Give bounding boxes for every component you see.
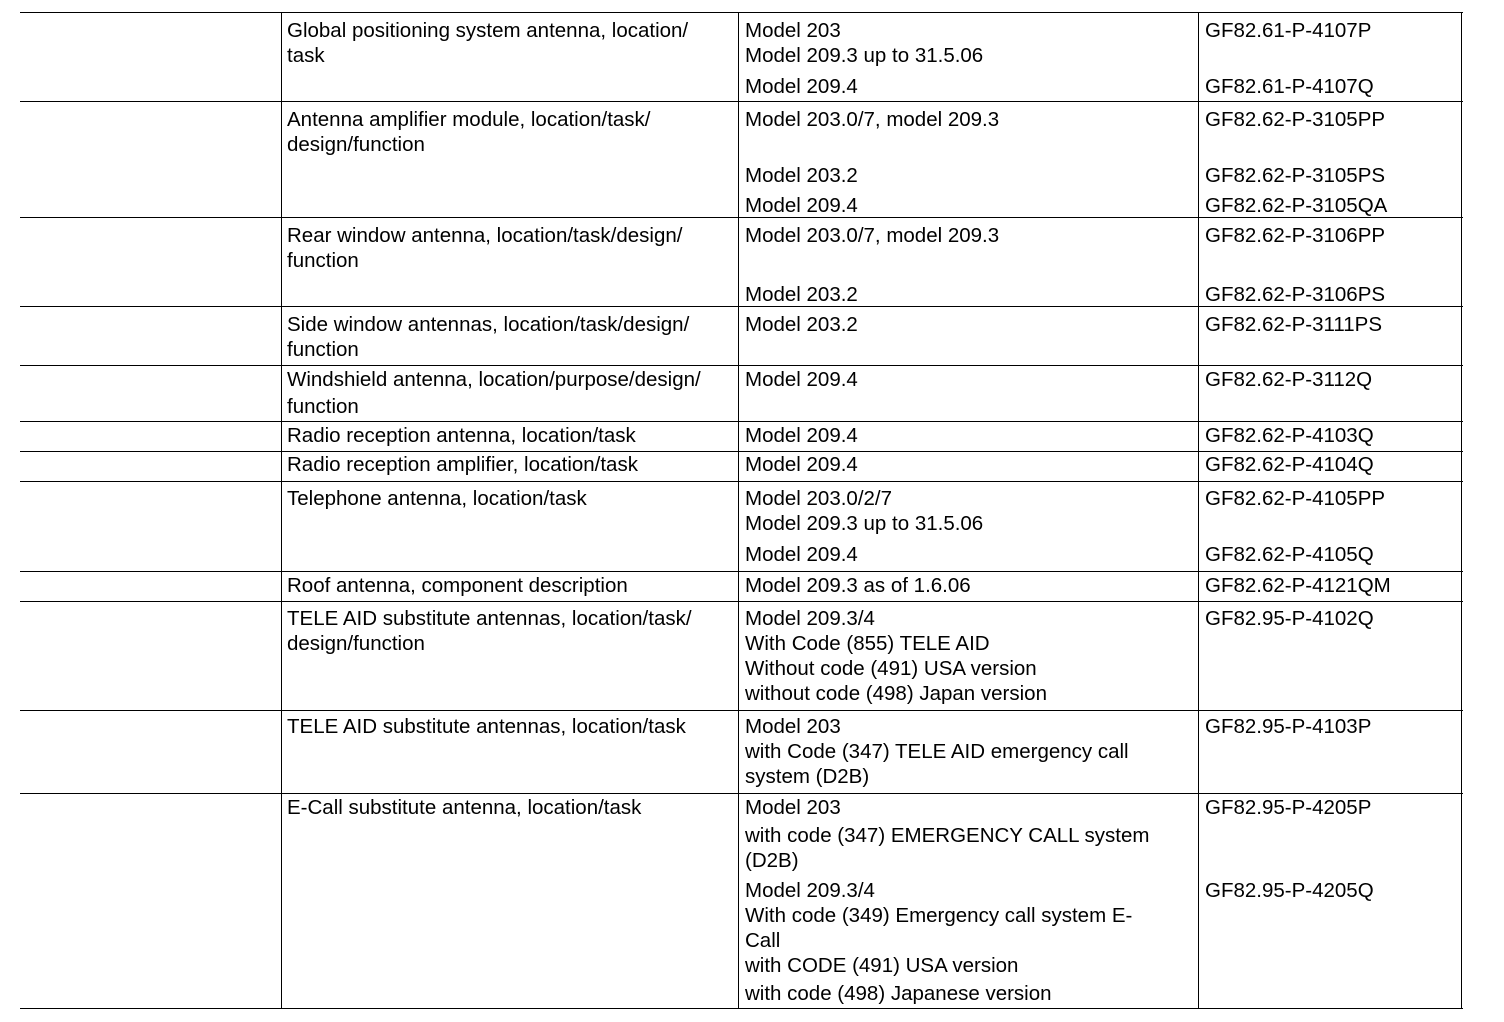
description-line: design/function xyxy=(287,632,425,655)
model-line: Model 209.4 xyxy=(745,424,858,447)
model-line: (D2B) xyxy=(745,849,799,872)
document-code: GF82.62-P-3105PP xyxy=(1205,108,1386,131)
column-divider xyxy=(738,711,739,793)
column-divider xyxy=(1461,452,1462,481)
column-divider xyxy=(281,711,282,793)
column-divider xyxy=(738,482,739,571)
column-divider xyxy=(281,572,282,601)
description-line: Radio reception amplifier, location/task xyxy=(287,453,638,476)
description-line: TELE AID substitute antennas, location/task xyxy=(287,715,686,738)
column-divider xyxy=(1198,572,1199,601)
column-divider xyxy=(1198,482,1199,571)
model-line: Model 209.3 up to 31.5.06 xyxy=(745,44,984,67)
document-code: GF82.95-P-4205P xyxy=(1205,796,1372,819)
column-divider xyxy=(281,794,282,1008)
column-divider xyxy=(1461,602,1462,710)
table-row xyxy=(20,710,1463,793)
column-divider xyxy=(1461,102,1462,217)
model-line: Model 209.4 xyxy=(745,453,858,476)
description-line: design/function xyxy=(287,133,425,156)
table-row xyxy=(20,451,1463,481)
model-line: Model 209.3 as of 1.6.06 xyxy=(745,574,971,597)
description-line: Telephone antenna, location/task xyxy=(287,487,587,510)
model-line: Without code (491) USA version xyxy=(745,657,1037,680)
column-divider xyxy=(281,422,282,451)
table-row xyxy=(20,217,1463,306)
column-divider xyxy=(738,102,739,217)
description-line: task xyxy=(287,44,325,67)
document-code: GF82.62-P-3105PS xyxy=(1205,164,1386,187)
column-divider xyxy=(1198,102,1199,217)
model-line: Model 203.0/7, model 209.3 xyxy=(745,108,1000,131)
document-code: GF82.62-P-3106PP xyxy=(1205,224,1386,247)
model-line: with code (347) EMERGENCY CALL system xyxy=(745,824,1150,847)
description-line: function xyxy=(287,249,359,272)
model-line: With code (349) Emergency call system E- xyxy=(745,904,1133,927)
column-divider xyxy=(738,452,739,481)
model-line: with code (498) Japanese version xyxy=(745,982,1052,1005)
column-divider xyxy=(1461,422,1462,451)
column-divider xyxy=(281,307,282,365)
column-divider xyxy=(738,572,739,601)
model-line: Model 203.2 xyxy=(745,283,858,306)
column-divider xyxy=(738,307,739,365)
description-line: Roof antenna, component description xyxy=(287,574,628,597)
column-divider xyxy=(1198,13,1199,101)
column-divider xyxy=(1198,422,1199,451)
description-line: Antenna amplifier module, location/task/ xyxy=(287,108,651,131)
description-line: function xyxy=(287,338,359,361)
description-line: Radio reception antenna, location/task xyxy=(287,424,636,447)
column-divider xyxy=(738,794,739,1008)
document-code: GF82.62-P-4105PP xyxy=(1205,487,1386,510)
column-divider xyxy=(1198,307,1199,365)
model-line: system (D2B) xyxy=(745,765,870,788)
column-divider xyxy=(1461,711,1462,793)
column-divider xyxy=(1461,366,1462,421)
model-line: Model 209.4 xyxy=(745,194,858,217)
document-code: GF82.61-P-4107P xyxy=(1205,19,1372,42)
table-row xyxy=(20,101,1463,217)
column-divider xyxy=(281,13,282,101)
model-line: Model 209.3/4 xyxy=(745,879,875,902)
description-line: E-Call substitute antenna, location/task xyxy=(287,796,642,819)
document-code: GF82.95-P-4103P xyxy=(1205,715,1372,738)
column-divider xyxy=(1198,711,1199,793)
description-line: Side window antennas, location/task/design/ xyxy=(287,313,690,336)
column-divider xyxy=(1461,13,1462,101)
column-divider xyxy=(281,602,282,710)
document-code: GF82.95-P-4205Q xyxy=(1205,879,1374,902)
document-code: GF82.62-P-3112Q xyxy=(1205,368,1373,391)
description-line: function xyxy=(287,395,359,418)
model-line: Model 209.4 xyxy=(745,543,858,566)
column-divider xyxy=(738,602,739,710)
column-divider xyxy=(281,366,282,421)
column-divider xyxy=(738,422,739,451)
model-line: Model 203.2 xyxy=(745,313,858,336)
table-row xyxy=(20,793,1463,1009)
column-divider xyxy=(281,102,282,217)
model-line: Model 203 xyxy=(745,796,841,819)
table-row xyxy=(20,306,1463,365)
column-divider xyxy=(1198,366,1199,421)
model-line: with Code (347) TELE AID emergency call xyxy=(745,740,1129,763)
document-code: GF82.62-P-4121QM xyxy=(1205,574,1391,597)
document-code: GF82.62-P-3105QA xyxy=(1205,194,1388,217)
description-line: Global positioning system antenna, location/ xyxy=(287,19,689,42)
model-line: Model 209.3/4 xyxy=(745,607,875,630)
column-divider xyxy=(1461,307,1462,365)
column-divider xyxy=(1198,218,1199,306)
document-code: GF82.62-P-3111PS xyxy=(1205,313,1383,336)
model-line: With Code (855) TELE AID xyxy=(745,632,990,655)
document-code: GF82.62-P-4104Q xyxy=(1205,453,1374,476)
description-line: TELE AID substitute antennas, location/task/ xyxy=(287,607,692,630)
column-divider xyxy=(281,218,282,306)
column-divider xyxy=(1198,602,1199,710)
table-row xyxy=(20,365,1463,421)
model-line: Model 209.3 up to 31.5.06 xyxy=(745,512,984,535)
document-code: GF82.61-P-4107Q xyxy=(1205,75,1374,98)
table-row xyxy=(20,481,1463,571)
column-divider xyxy=(1198,794,1199,1008)
model-line: Call xyxy=(745,929,781,952)
model-line: Model 203 xyxy=(745,19,841,42)
model-line: without code (498) Japan version xyxy=(745,682,1047,705)
column-divider xyxy=(738,366,739,421)
document-table xyxy=(20,12,1463,1009)
column-divider xyxy=(1461,218,1462,306)
column-divider xyxy=(1461,482,1462,571)
column-divider xyxy=(738,13,739,101)
table-row xyxy=(20,601,1463,710)
table-row xyxy=(20,421,1463,451)
table-row xyxy=(20,12,1463,101)
document-code: GF82.62-P-3106PS xyxy=(1205,283,1386,306)
model-line: with CODE (491) USA version xyxy=(745,954,1019,977)
column-divider xyxy=(738,218,739,306)
description-line: Rear window antenna, location/task/design/ xyxy=(287,224,683,247)
document-code: GF82.62-P-4105Q xyxy=(1205,543,1374,566)
model-line: Model 203.0/7, model 209.3 xyxy=(745,224,1000,247)
column-divider xyxy=(281,482,282,571)
document-code: GF82.95-P-4102Q xyxy=(1205,607,1374,630)
column-divider xyxy=(281,452,282,481)
description-line: Windshield antenna, location/purpose/design/ xyxy=(287,368,701,391)
model-line: Model 209.4 xyxy=(745,368,858,391)
document-code: GF82.62-P-4103Q xyxy=(1205,424,1374,447)
model-line: Model 209.4 xyxy=(745,75,858,98)
column-divider xyxy=(1198,452,1199,481)
column-divider xyxy=(1461,794,1462,1008)
column-divider xyxy=(1461,572,1462,601)
model-line: Model 203.0/2/7 xyxy=(745,487,893,510)
model-line: Model 203.2 xyxy=(745,164,858,187)
table-row xyxy=(20,571,1463,601)
model-line: Model 203 xyxy=(745,715,841,738)
